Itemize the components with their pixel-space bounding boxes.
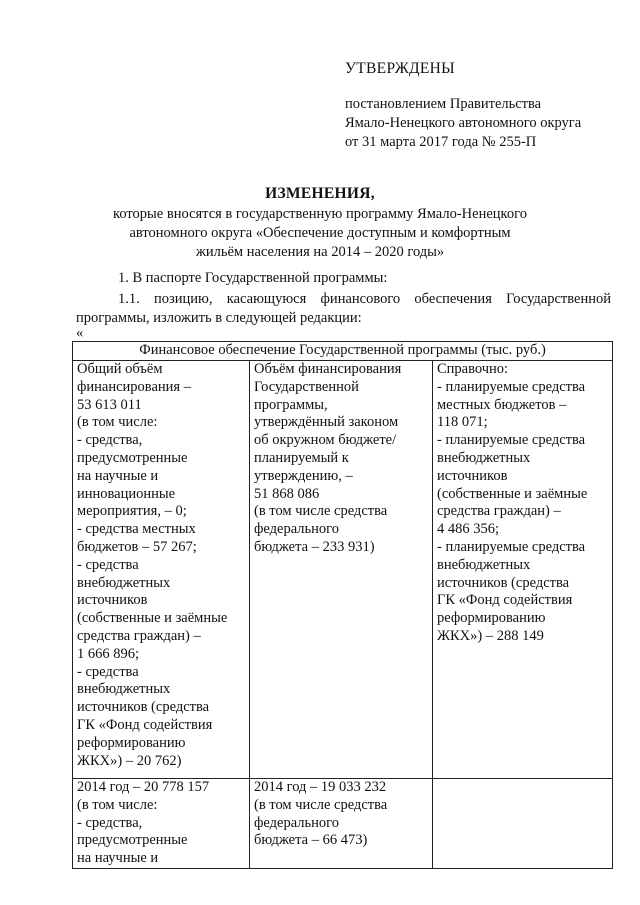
year-2014-total-cell xyxy=(73,779,250,869)
cell-line: бюджета – 66 473) xyxy=(254,832,368,849)
cell-line: внебюджетных xyxy=(77,574,171,591)
financing-table xyxy=(72,341,613,869)
cell-line: инновационные xyxy=(77,485,176,502)
cell-line: федерального xyxy=(254,521,339,538)
cell-line: источников (средства xyxy=(77,699,210,716)
approval-line: постановлением Правительства xyxy=(345,96,542,112)
cell-line: источников (средства xyxy=(437,574,570,591)
subtitle-line: жильём населения на 2014 – 2020 годы» xyxy=(195,244,445,260)
cell-line: ЖКХ») – 288 149 xyxy=(437,627,544,644)
cell-line: мероприятия, – 0; xyxy=(77,503,187,520)
cell-line: ГК «Фонд содействия xyxy=(437,592,573,609)
cell-line: предусмотренные xyxy=(77,832,188,849)
cell-line: утверждённый законом xyxy=(254,414,399,431)
cell-line: - средства xyxy=(77,556,139,573)
cell-line: утверждению, – xyxy=(254,467,353,484)
paragraph-item-1-1-line1: 1.1. позицию, касающуюся финансового обеспечения Государственной xyxy=(118,291,611,307)
cell-line: (в том числе средства xyxy=(254,796,388,813)
approval-resolution xyxy=(345,95,581,152)
cell-line: планируемый к xyxy=(254,449,349,466)
cell-line: внебюджетных xyxy=(437,556,531,573)
cell-line: - планируемые средства xyxy=(437,432,586,449)
subtitle-line: автономного округа «Обеспечение доступным и комфортным xyxy=(129,225,511,241)
cell-line: источников xyxy=(437,467,508,484)
cell-line: 118 071; xyxy=(437,414,488,431)
approval-line: от 31 марта 2017 года № 255-П xyxy=(345,134,537,150)
cell-line: на научные и xyxy=(77,850,159,867)
total-financing-cell xyxy=(73,361,250,779)
cell-line: 53 613 011 xyxy=(77,396,142,413)
cell-line: - средства местных xyxy=(77,521,196,538)
cell-line: Справочно: xyxy=(437,361,509,377)
cell-line: 4 486 356; xyxy=(437,521,500,538)
cell-line: Государственной xyxy=(254,378,359,395)
cell-line: - средства xyxy=(77,663,139,680)
cell-line: бюджетов – 57 267; xyxy=(77,538,197,555)
cell-line: программы, xyxy=(254,396,328,413)
approval-heading: УТВЕРЖДЕНЫ xyxy=(345,60,455,77)
paragraph-item-1-1-line2: программы, изложить в следующей редакции: xyxy=(76,310,362,326)
cell-line: 51 868 086 xyxy=(254,485,320,502)
cell-line: реформированию xyxy=(437,610,546,627)
cell-line: местных бюджетов – xyxy=(437,396,567,413)
year-2014-program-cell xyxy=(250,779,433,869)
paragraph-item-1-1 xyxy=(76,290,611,328)
cell-line: источников xyxy=(77,592,148,609)
cell-line: на научные и xyxy=(77,467,159,484)
cell-line: (в том числе: xyxy=(77,796,158,813)
table-row-totals xyxy=(73,361,613,779)
cell-line: федерального xyxy=(254,814,339,831)
year-2014-reference-cell xyxy=(433,779,613,869)
subtitle-line: которые вносятся в государственную программу Ямало-Ненецкого xyxy=(113,206,527,222)
reference-cell xyxy=(433,361,613,779)
financing-table-header: Финансовое обеспечение Государственной программы (тыс. руб.) xyxy=(73,342,613,361)
document-subtitle xyxy=(0,205,640,262)
cell-line: - средства, xyxy=(77,432,143,449)
cell-line: (собственные и заёмные xyxy=(77,610,228,627)
cell-line: Общий объём xyxy=(77,361,163,377)
cell-line: Объём финансирования xyxy=(254,361,402,377)
cell-line: ГК «Фонд содействия xyxy=(77,716,213,733)
program-financing-cell xyxy=(250,361,433,779)
cell-line: (собственные и заёмные xyxy=(437,485,588,502)
cell-line: (в том числе средства xyxy=(254,503,388,520)
cell-line: бюджета – 233 931) xyxy=(254,538,375,555)
cell-line: 1 666 896; xyxy=(77,645,140,662)
cell-line: ЖКХ») – 20 762) xyxy=(77,752,182,769)
approval-line: Ямало-Ненецкого автономного округа xyxy=(345,115,582,131)
cell-line: внебюджетных xyxy=(77,681,171,698)
cell-line: - планируемые средства xyxy=(437,538,586,555)
cell-line: финансирования – xyxy=(77,378,191,395)
cell-line: - средства, xyxy=(77,814,143,831)
cell-line: средства граждан) – xyxy=(437,503,561,520)
cell-line: (в том числе: xyxy=(77,414,158,431)
cell-line: 2014 год – 20 778 157 xyxy=(77,779,210,795)
table-row-2014 xyxy=(73,779,613,869)
cell-line: реформированию xyxy=(77,734,186,751)
cell-line: об окружном бюджете/ xyxy=(254,432,397,449)
cell-line: 2014 год – 19 033 232 xyxy=(254,779,387,795)
cell-line: - планируемые средства xyxy=(437,378,586,395)
paragraph-item-1: 1. В паспорте Государственной программы: xyxy=(118,270,388,286)
cell-line: внебюджетных xyxy=(437,449,531,466)
cell-line: предусмотренные xyxy=(77,449,188,466)
cell-line: средства граждан) – xyxy=(77,627,201,644)
open-quote: « xyxy=(76,325,84,341)
document-title: ИЗМЕНЕНИЯ, xyxy=(265,185,375,202)
